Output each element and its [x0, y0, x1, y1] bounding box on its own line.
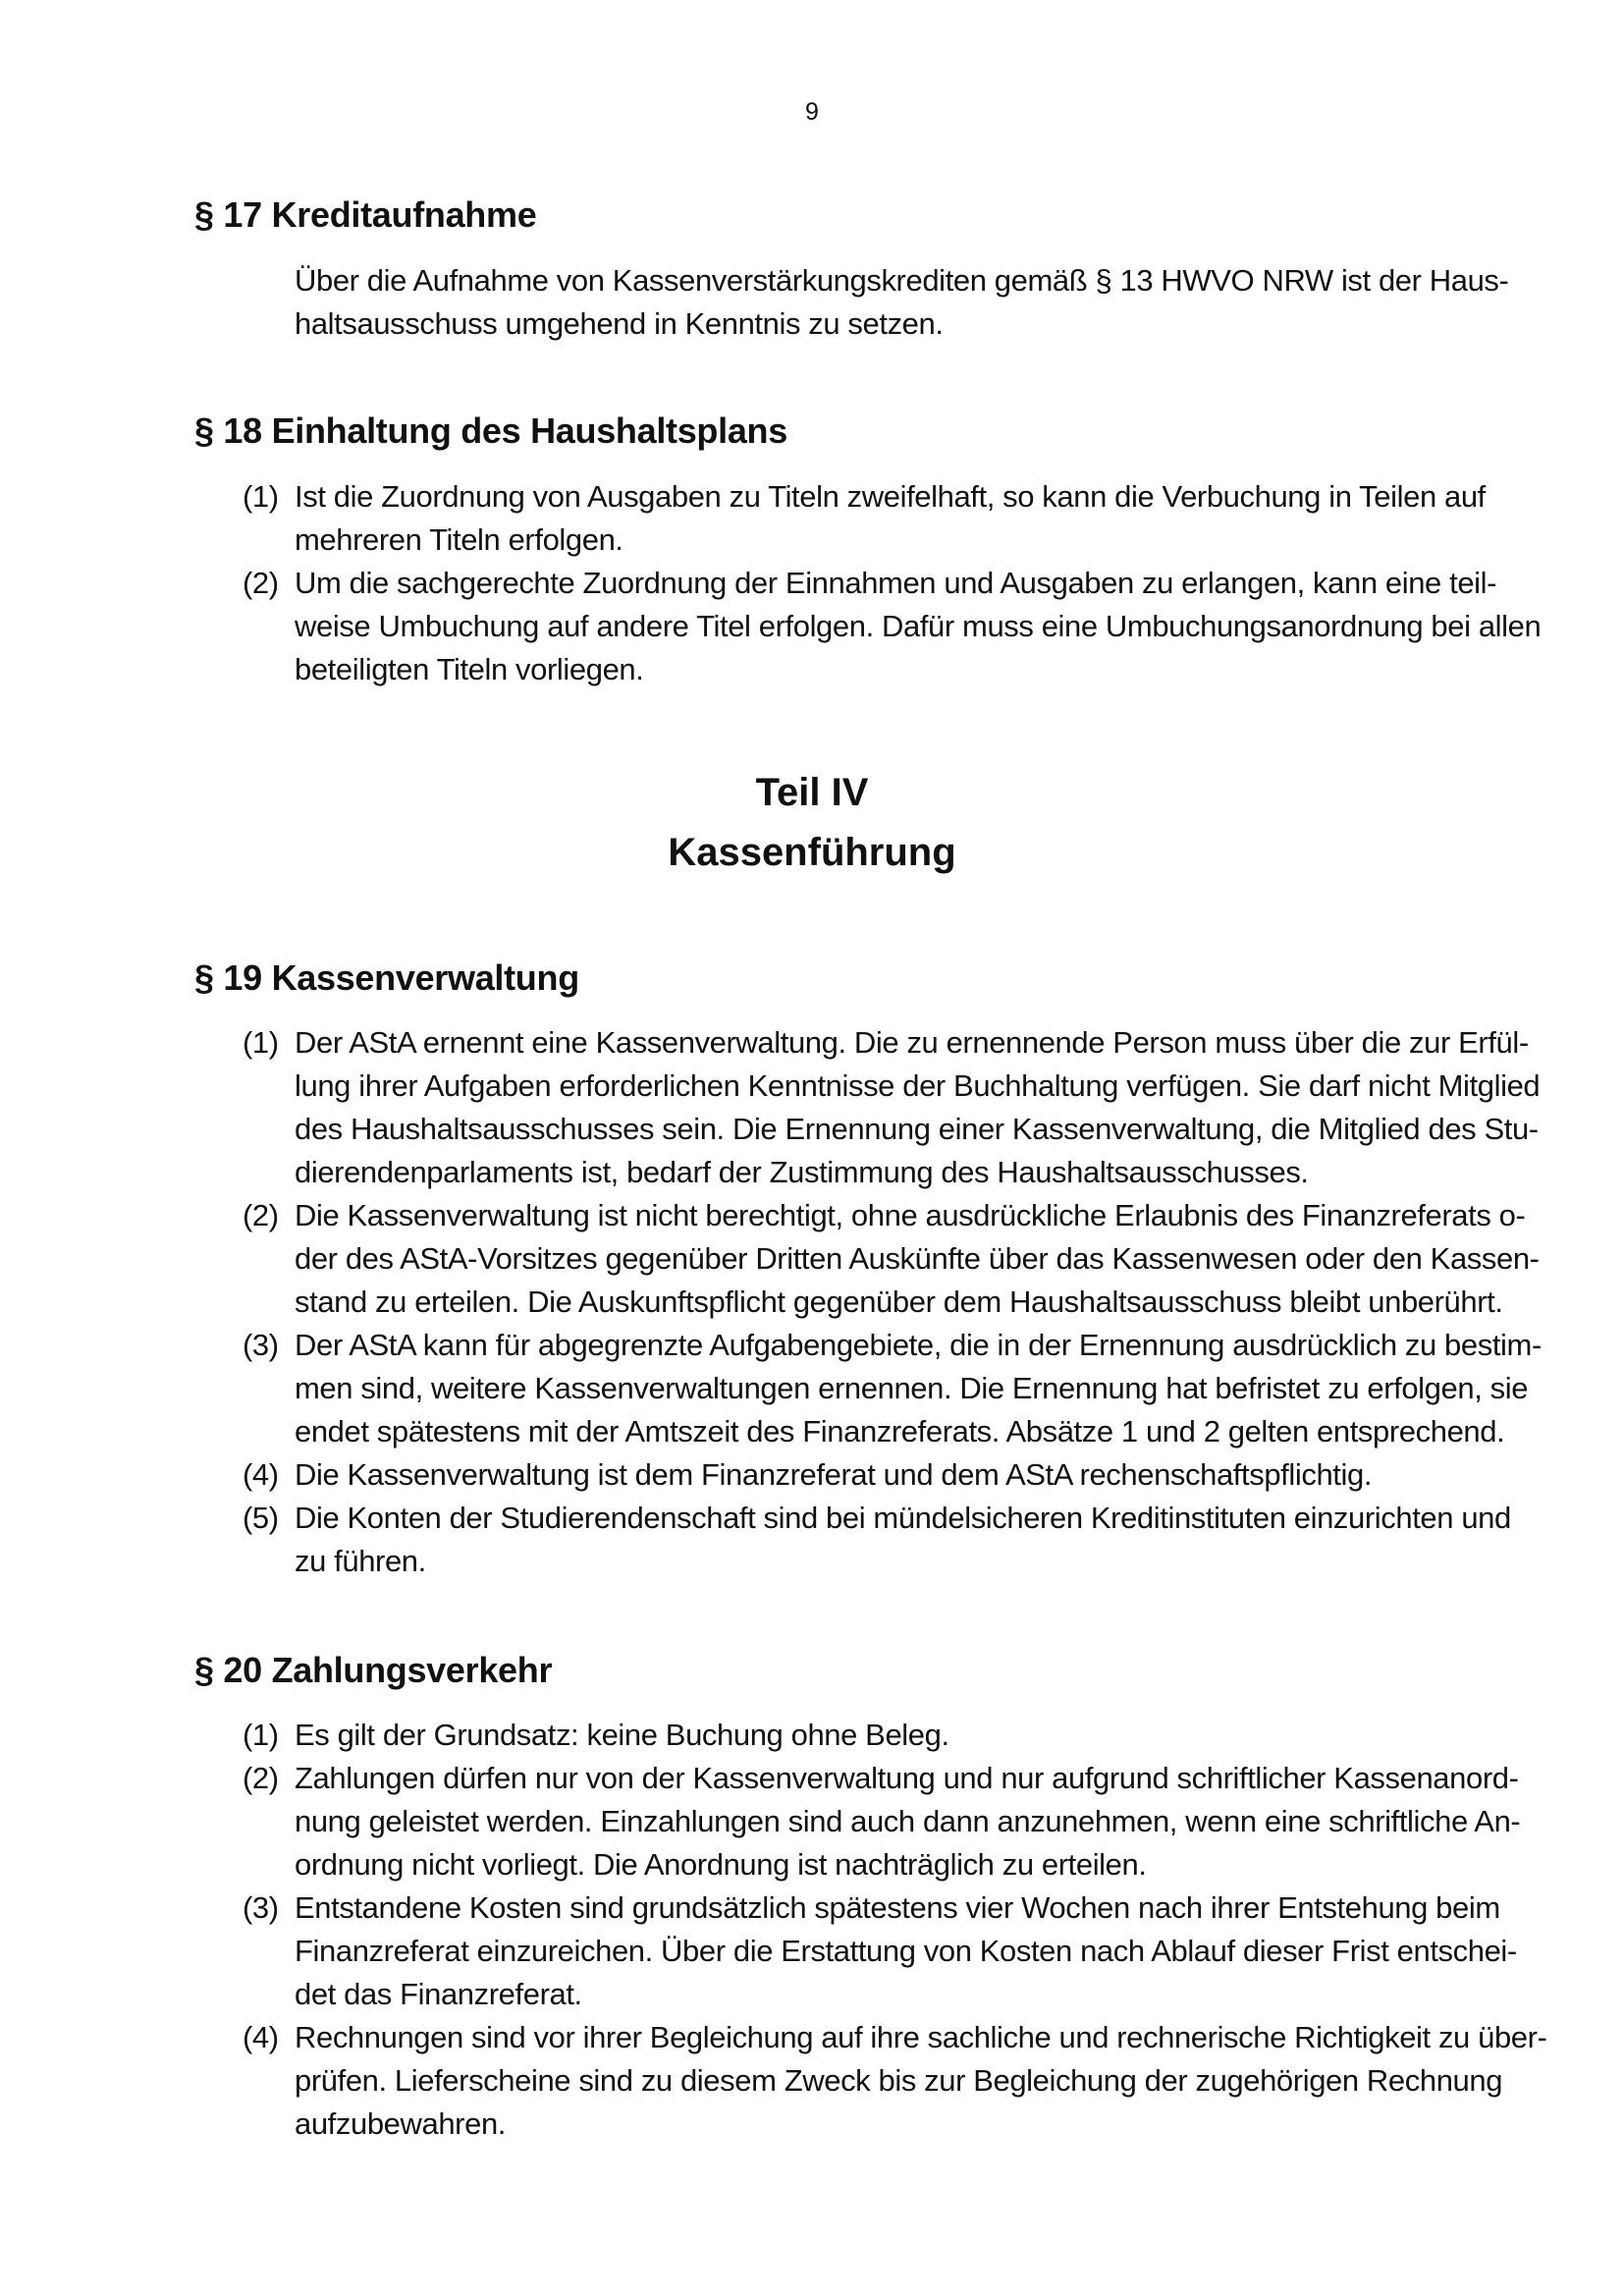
part-subtitle: Kassenführung	[668, 831, 956, 874]
section-18-heading: § 18 Einhaltung des Haushaltsplans	[194, 410, 787, 451]
s20-item-number: (2)	[243, 1761, 279, 1795]
section-20-heading: § 20 Zahlungsverkehr	[194, 1650, 553, 1690]
s18-line: Um die sachgerechte Zuordnung der Einnahmen und Ausgaben zu erlangen, kann eine teil-	[295, 566, 1497, 600]
s20-line: Entstandene Kosten sind grundsätzlich spätestens vier Wochen nach ihrer Entstehung beim	[295, 1890, 1500, 1925]
s19-line: Die Kassenverwaltung ist dem Finanzreferat und dem AStA rechenschaftspflichtig.	[295, 1457, 1373, 1492]
s20-item-number: (3)	[243, 1890, 279, 1925]
s19-line: Der AStA kann für abgegrenzte Aufgabengebiete, die in der Ernennung ausdrücklich zu bestim-	[295, 1328, 1542, 1362]
s20-line: det das Finanzreferat.	[295, 1977, 582, 2011]
s19-line: Die Kassenverwaltung ist nicht berechtigt, ohne ausdrückliche Erlaubnis des Finanzreferats o-	[295, 1198, 1526, 1232]
s19-item-number: (2)	[243, 1198, 279, 1232]
s19-line: der des AStA-Vorsitzes gegenüber Dritten Auskünfte über das Kassenwesen oder den Kassen-	[295, 1241, 1540, 1276]
part-title: Teil IV	[755, 771, 869, 814]
s19-line: zu führen.	[295, 1544, 426, 1578]
s20-line: Finanzreferat einzureichen. Über die Erstattung von Kosten nach Ablauf dieser Frist entschei-	[295, 1934, 1517, 1968]
s19-item-number: (3)	[243, 1328, 279, 1362]
s20-line: ordnung nicht vorliegt. Die Anordnung ist nachträglich zu erteilen.	[295, 1847, 1147, 1882]
s19-line: lung ihrer Aufgaben erforderlichen Kenntnisse der Buchhaltung verfügen. Sie darf nicht Mitglied	[295, 1068, 1541, 1103]
s18-line: weise Umbuchung auf andere Titel erfolgen. Dafür muss eine Umbuchungsanordnung bei allen	[295, 609, 1542, 643]
s17-line: Über die Aufnahme von Kassenverstärkungskrediten gemäß § 13 HWVO NRW ist der Haus-	[295, 263, 1509, 298]
s20-line: Rechnungen sind vor ihrer Begleichung auf ihre sachliche und rechnerische Richtigkeit zu über-	[295, 2020, 1547, 2054]
s19-line: Der AStA ernennt eine Kassenverwaltung. Die zu ernennende Person muss über die zur Erfül-	[295, 1025, 1529, 1060]
s20-line: nung geleistet werden. Einzahlungen sind auch dann anzunehmen, wenn eine schriftliche An-	[295, 1804, 1521, 1838]
s19-line: Die Konten der Studierendenschaft sind bei mündelsicheren Kreditinstituten einzurichten und	[295, 1501, 1511, 1535]
s18-item-number: (2)	[243, 566, 279, 600]
page-number: 9	[805, 98, 819, 126]
s19-item-number: (4)	[243, 1457, 279, 1492]
s18-line: mehreren Titeln erfolgen.	[295, 522, 623, 557]
s20-line: Es gilt der Grundsatz: keine Buchung ohne Beleg.	[295, 1718, 949, 1752]
s20-line: aufzubewahren.	[295, 2106, 507, 2141]
s20-line: prüfen. Lieferscheine sind zu diesem Zweck bis zur Begleichung der zugehörigen Rechnung	[295, 2063, 1503, 2098]
s17-line: haltsausschuss umgehend in Kenntnis zu setzen.	[295, 306, 944, 341]
section-19-heading: § 19 Kassenverwaltung	[194, 957, 579, 998]
s19-line: stand zu erteilen. Die Auskunftspflicht gegenüber dem Haushaltsausschuss bleibt unberührt.	[295, 1285, 1503, 1319]
section-17-heading: § 17 Kreditaufnahme	[194, 194, 537, 235]
s19-item-number: (5)	[243, 1501, 279, 1535]
s19-line: men sind, weitere Kassenverwaltungen ernennen. Die Ernennung hat befristet zu erfolgen, sie	[295, 1371, 1529, 1405]
s19-line: dierendenparlaments ist, bedarf der Zustimmung des Haushaltsausschusses.	[295, 1155, 1309, 1189]
s19-line: endet spätestens mit der Amtszeit des Finanzreferats. Absätze 1 und 2 gelten entsprechend.	[295, 1414, 1505, 1449]
s19-item-number: (1)	[243, 1025, 279, 1060]
s20-line: Zahlungen dürfen nur von der Kassenverwaltung und nur aufgrund schriftlicher Kassenanord-	[295, 1761, 1519, 1795]
s19-line: des Haushaltsausschusses sein. Die Ernennung einer Kassenverwaltung, die Mitglied des Stu-	[295, 1112, 1539, 1146]
s18-line: beteiligten Titeln vorliegen.	[295, 652, 644, 686]
s18-line: Ist die Zuordnung von Ausgaben zu Titeln zweifelhaft, so kann die Verbuchung in Teilen auf	[295, 479, 1486, 514]
s20-item-number: (1)	[243, 1718, 279, 1752]
s18-item-number: (1)	[243, 479, 279, 514]
s20-item-number: (4)	[243, 2020, 279, 2054]
